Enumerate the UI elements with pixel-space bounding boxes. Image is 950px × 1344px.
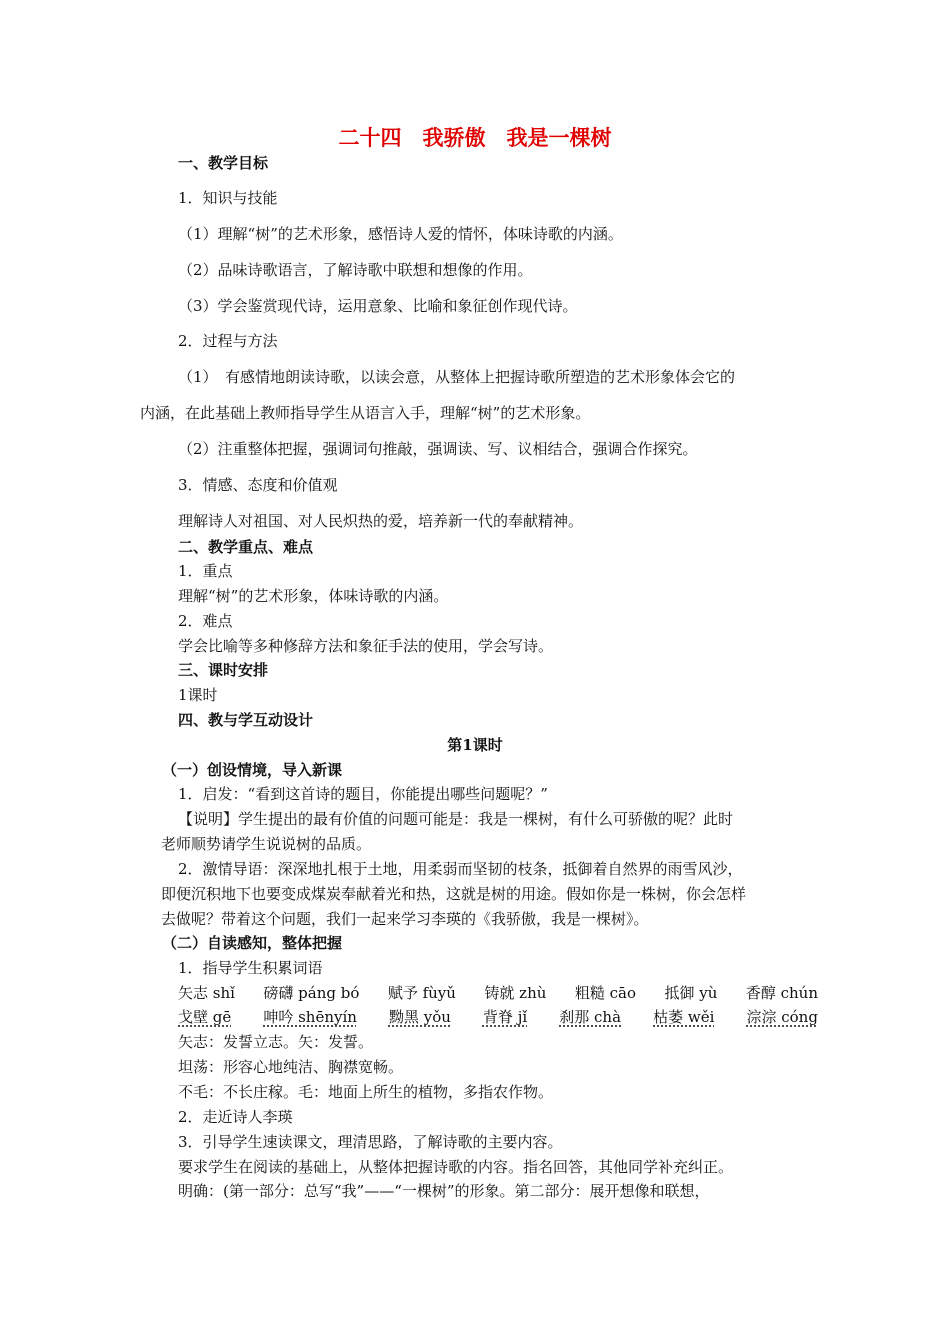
subheading-key-point: 1．重点 <box>178 562 233 580</box>
vocab-item: 磅礴 páng bó <box>263 984 360 1002</box>
definition: 坦荡：形容心地纯洁、胸襟宽畅。 <box>178 1058 404 1076</box>
section-heading-interaction-design: 四、教与学互动设计 <box>178 711 314 729</box>
vocab-item: 淙淙 cóng <box>746 1008 818 1026</box>
paragraph: 要求学生在阅读的基础上，从整体把握诗歌的内容。指名回答，其他同学补充纠正。 <box>178 1158 734 1176</box>
document-title: 二十四 我骄傲 我是一棵树 <box>338 125 612 150</box>
vocab-item: 矢志 shǐ <box>178 984 235 1002</box>
vocab-item: 粗糙 cāo <box>574 984 637 1002</box>
lesson-heading: 第1课时 <box>447 736 503 754</box>
paragraph: 2．激情导语：深深地扎根于土地，用柔弱而坚韧的枝条，抵御着自然界的雨雪风沙， <box>178 860 743 878</box>
paragraph: 内涵，在此基础上教师指导学生从语言入手，理解“树”的艺术形象。 <box>140 404 591 422</box>
paragraph: 理解诗人对祖国、对人民炽热的爱，培养新一代的奉献精神。 <box>178 512 584 530</box>
subheading-process-method: 2．过程与方法 <box>178 332 278 350</box>
definition: 不毛：不长庄稼。毛：地面上所生的植物，多指农作物。 <box>178 1083 554 1101</box>
vocab-item: 呻吟 shēnyín <box>263 1008 357 1026</box>
vocab-row <box>178 1007 818 1027</box>
vocab-item: 赋予 fùyǔ <box>387 984 456 1002</box>
vocab-item: 香醇 chún <box>745 984 818 1002</box>
vocab-item: 刹那 chà <box>559 1008 622 1026</box>
vocab-item: 黝黑 yǒu <box>388 1008 451 1026</box>
vocab-item: 抵御 yù <box>664 984 718 1002</box>
paragraph: 去做呢？带着这个问题，我们一起来学习李瑛的《我骄傲，我是一棵树》。 <box>161 910 649 928</box>
definition: 矢志：发誓立志。矢：发誓。 <box>178 1033 374 1051</box>
paragraph: （1） 有感情地朗读诗歌，以读会意，从整体上把握诗歌所塑造的艺术形象体会它的 <box>178 368 736 386</box>
subheading-emotion-values: 3．情感、态度和价值观 <box>178 476 338 494</box>
subsection-heading: （二）自读感知，整体把握 <box>162 934 343 952</box>
paragraph: 明确：(第一部分：总写“我”——“一棵树”的形象。第二部分：展开想像和联想， <box>178 1182 710 1200</box>
vocab-item: 铸就 zhù <box>484 984 547 1002</box>
paragraph: 2．走近诗人李瑛 <box>178 1108 293 1126</box>
paragraph: 老师顺势请学生说说树的品质。 <box>161 835 372 853</box>
paragraph: （2）品味诗歌语言，了解诗歌中联想和想像的作用。 <box>178 261 533 279</box>
vocab-item: 戈壁 gē <box>178 1008 232 1026</box>
vocab-item: 背脊 jǐ <box>482 1008 528 1026</box>
subheading-knowledge-skills: 1．知识与技能 <box>178 189 278 207</box>
section-heading-schedule: 三、课时安排 <box>178 661 269 679</box>
paragraph: （3）学会鉴赏现代诗，运用意象、比喻和象征创作现代诗。 <box>178 297 578 315</box>
paragraph: 即便沉积地下也要变成煤炭奉献着光和热，这就是树的用途。假如你是一株树，你会怎样 <box>161 885 747 903</box>
paragraph: 理解“树”的艺术形象，体味诗歌的内涵。 <box>178 587 449 605</box>
paragraph: 1．启发：“看到这首诗的题目，你能提出哪些问题呢？” <box>178 785 548 803</box>
section-heading-objectives: 一、教学目标 <box>178 154 269 172</box>
paragraph: 1．指导学生积累词语 <box>178 959 323 977</box>
vocab-item: 枯萎 wěi <box>653 1008 715 1026</box>
paragraph: （2）注重整体把握，强调词句推敲，强调读、写、议相结合，强调合作探究。 <box>178 440 698 458</box>
paragraph: 学会比喻等多种修辞方法和象征手法的使用，学会写诗。 <box>178 637 554 655</box>
paragraph: 1课时 <box>178 686 218 704</box>
subheading-difficulty: 2．难点 <box>178 612 233 630</box>
section-heading-key-points: 二、教学重点、难点 <box>178 538 314 556</box>
paragraph: （1）理解“树”的艺术形象，感悟诗人爱的情怀，体味诗歌的内涵。 <box>178 225 623 243</box>
paragraph: 3．引导学生速读课文，理清思路，了解诗歌的主要内容。 <box>178 1133 563 1151</box>
subsection-heading: （一）创设情境，导入新课 <box>162 761 343 779</box>
paragraph: 【说明】学生提出的最有价值的问题可能是：我是一棵树，有什么可骄傲的呢？此时 <box>178 810 734 828</box>
vocab-row <box>178 983 818 1003</box>
